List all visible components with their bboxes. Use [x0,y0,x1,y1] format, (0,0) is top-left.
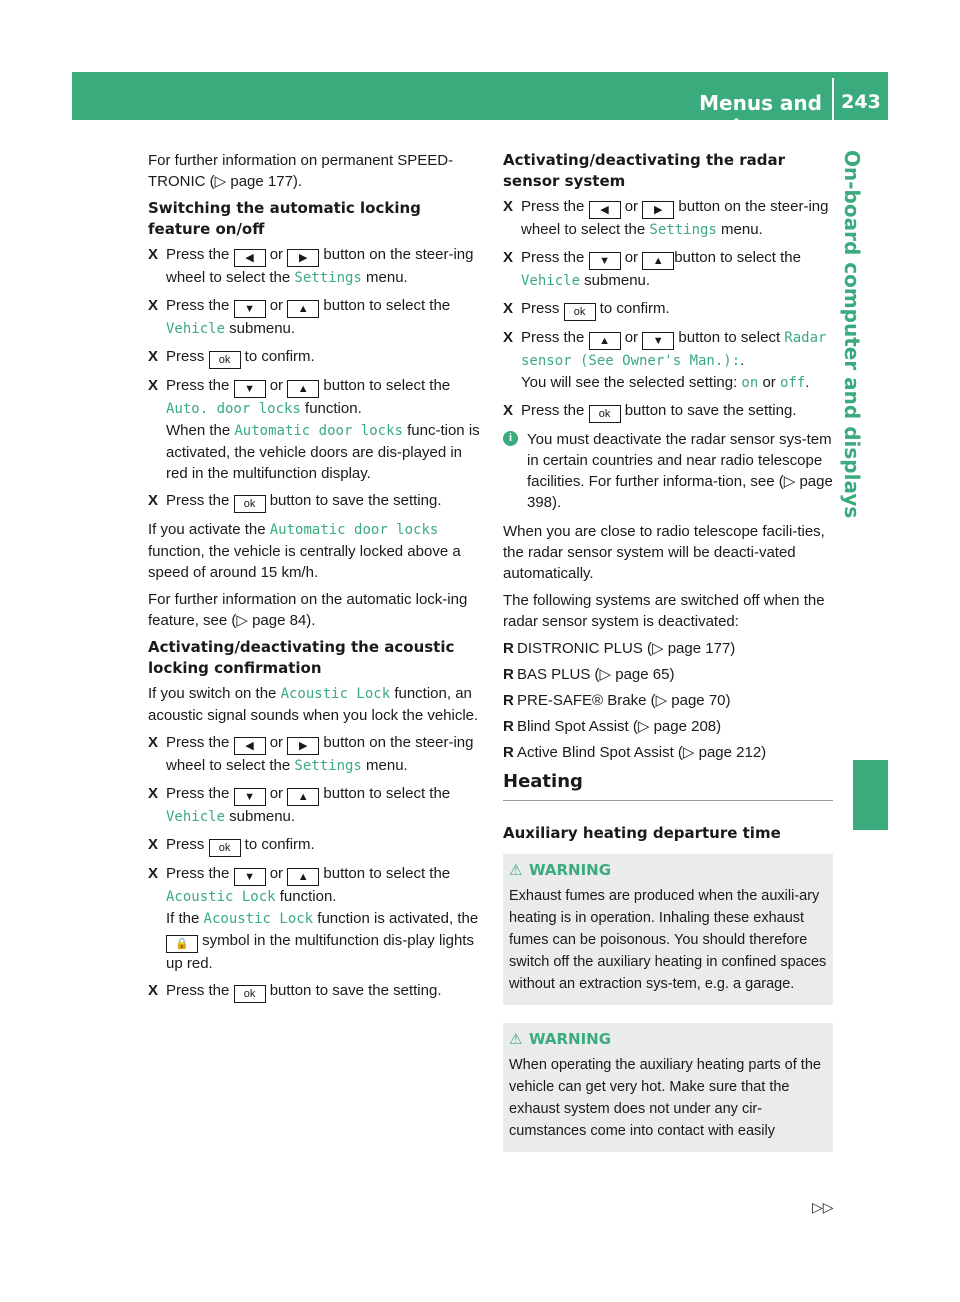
step-arrow-icon: X [503,198,514,215]
step-arrow-icon: X [148,297,159,314]
down-key-icon: ▼ [642,332,674,350]
step: X Press the ▼ or ▲ button to select the Acoustic Lock function. If the Acoustic Lock function is activated, the 🔒 symbol in the multifunction dis-play lights up red. [148,865,479,972]
left-column: For further information on permanent SPEED-TRONIC (▷ page 177). Switching the automatic locking feature on/off X Press the ◀ or ▶ button on the steer-ing wheel to select the Settings menu. X Press the ▼ or ▲ button to select the Vehicle submenu. X Press ok to confirm. X Press the ▼ or ▲ button to select the Auto. door locks function. When the Automatic door locks func-tion is activated, the vehicle doors are dis-played in red in the multifunction display. X Press the ok button to save the setting. If you activate the Automatic door locks function, the vehicle is centrally locked above a speed of around 15 km/h. For further information on the automatic lock-ing feature, see (▷ page 84). Activating/deactivating the acoustic locking confirmation If you switch on the Acoustic Lock function, an acoustic signal sounds when you lock the vehicle. X Press the ◀ or ▶ button on the steer-ing wheel to select the Settings menu. X Press the ▼ or ▲ button to select the Vehicle submenu. X Press ok to confirm. X Press the ▼ or ▲ button to select the Acoustic Lock function. If the Acoustic Lock function is activated, the 🔒 symbol in the multifunction dis-play lights up red. X Press the ok button to save the setting. [148,150,483,1009]
step: X Press the ok button to save the setting. [148,980,483,1003]
heading-auto-lock: Switching the automatic locking feature on/off [148,199,421,238]
step: X Press the ◀ or ▶ button on the steer-ing wheel to select the Settings menu. [148,246,474,286]
continue-mark: ▷▷ [812,1199,834,1215]
lock-key-icon: 🔒 [166,935,198,953]
step: X Press ok to confirm. [148,346,483,369]
down-key-icon: ▼ [234,300,266,318]
step: X Press the ▼ or ▲ button to select the Vehicle submenu. [148,785,451,825]
chapter-tab-marker [853,760,888,830]
step: X Press the ok button to save the setting. [503,400,833,423]
paragraph: The following systems are switched off when the radar sensor system is deactivated: [503,592,825,630]
ok-key-icon: ok [209,839,241,857]
up-key-icon: ▲ [589,332,621,350]
page-title: Menus and submenus [699,91,822,139]
step-arrow-icon: X [148,492,159,509]
list-item: R BAS PLUS (▷ page 65) [503,666,675,683]
left-key-icon: ◀ [589,201,621,219]
intro-text: For further information on permanent SPEED-TRONIC (▷ page 177). [148,152,454,190]
list-item: R PRE-SAFE® Brake (▷ page 70) [503,692,731,709]
chapter-tab-label: On-board computer and displays [840,150,864,519]
ok-key-icon: ok [589,405,621,423]
ok-key-icon: ok [234,985,266,1003]
warning-icon: ⚠ [509,861,523,879]
list-item: R DISTRONIC PLUS (▷ page 177) [503,640,736,657]
list-item: R Blind Spot Assist (▷ page 208) [503,718,722,735]
paragraph: When you are close to radio telescope facili-ties, the radar sensor system will be deacti-vated automatically. [503,523,825,582]
ok-key-icon: ok [209,351,241,369]
step: X Press the ▼ or ▲ button to select the Vehicle submenu. [503,249,801,289]
list-item: R Active Blind Spot Assist (▷ page 212) [503,744,767,761]
section-divider [503,800,833,801]
step-arrow-icon: X [148,734,159,751]
step-arrow-icon: X [503,249,514,266]
right-key-icon: ▶ [287,737,319,755]
step: X Press the ◀ or ▶ button on the steer-ing wheel to select the Settings menu. [148,734,474,774]
up-key-icon: ▲ [287,868,319,886]
heading-aux-heating: Auxiliary heating departure time [503,824,781,842]
header-divider [832,78,834,120]
info-icon: i [503,431,518,446]
warning-icon: ⚠ [509,1030,523,1048]
heading-radar: Activating/deactivating the radar sensor system [503,151,786,190]
down-key-icon: ▼ [234,788,266,806]
info-note: i You must deactivate the radar sensor sys-tem in certain countries and near radio telescope facilities. For further informa-tion, see (▷ page 398). [503,429,833,513]
step-arrow-icon: X [148,982,159,999]
step-arrow-icon: X [503,402,514,419]
down-key-icon: ▼ [234,380,266,398]
page-number: 243 [841,91,881,113]
step-arrow-icon: X [503,300,514,317]
right-key-icon: ▶ [642,201,674,219]
right-column [503,150,833,1170]
step-arrow-icon: X [148,836,159,853]
left-key-icon: ◀ [234,249,266,267]
step-arrow-icon: X [148,246,159,263]
paragraph: For further information on the automatic lock-ing feature, see (▷ page 84). [148,591,468,629]
ok-key-icon: ok [564,303,596,321]
down-key-icon: ▼ [234,868,266,886]
warning-box: ⚠ WARNING Exhaust fumes are produced when the auxili-ary heating is in operation. Inhaling these exhaust fumes can be poisonous. You should therefore switch off the auxiliary heating in confined spaces without an extraction sys-tem, e.g. a garage. [503,854,833,1005]
step: X Press ok to confirm. [503,298,833,321]
up-key-icon: ▲ [287,300,319,318]
warning-box: ⚠ WARNING When operating the auxiliary heating parts of the vehicle can get very hot. Make sure that the exhaust system does not under any cir-cumstances come into contact with easily [503,1023,833,1152]
section-title-heating: Heating [503,771,583,792]
up-key-icon: ▲ [287,380,319,398]
step-arrow-icon: X [148,865,159,882]
up-key-icon: ▲ [642,252,674,270]
step: X Press the ◀ or ▶ button on the steer-ing wheel to select the Settings menu. [503,198,829,238]
right-key-icon: ▶ [287,249,319,267]
step: X Press the ▼ or ▲ button to select the Vehicle submenu. [148,297,451,337]
step-arrow-icon: X [148,348,159,365]
step: X Press the ▼ or ▲ button to select the Auto. door locks function. When the Automatic door locks func-tion is activated, the vehicle doors are dis-played in red in the multifunction display. [148,377,480,482]
heading-acoustic-lock: Activating/deactivating the acoustic locking confirmation [148,638,455,677]
step: X Press ok to confirm. [148,834,483,857]
up-key-icon: ▲ [287,788,319,806]
left-key-icon: ◀ [234,737,266,755]
step-arrow-icon: X [148,377,159,394]
step-arrow-icon: X [503,329,514,346]
ok-key-icon: ok [234,495,266,513]
step: X Press the ▲ or ▼ button to select Radar sensor (See Owner's Man.):. You will see the selected setting: on or off. [503,329,827,391]
step-arrow-icon: X [148,785,159,802]
step: X Press the ok button to save the setting. [148,490,483,513]
down-key-icon: ▼ [589,252,621,270]
